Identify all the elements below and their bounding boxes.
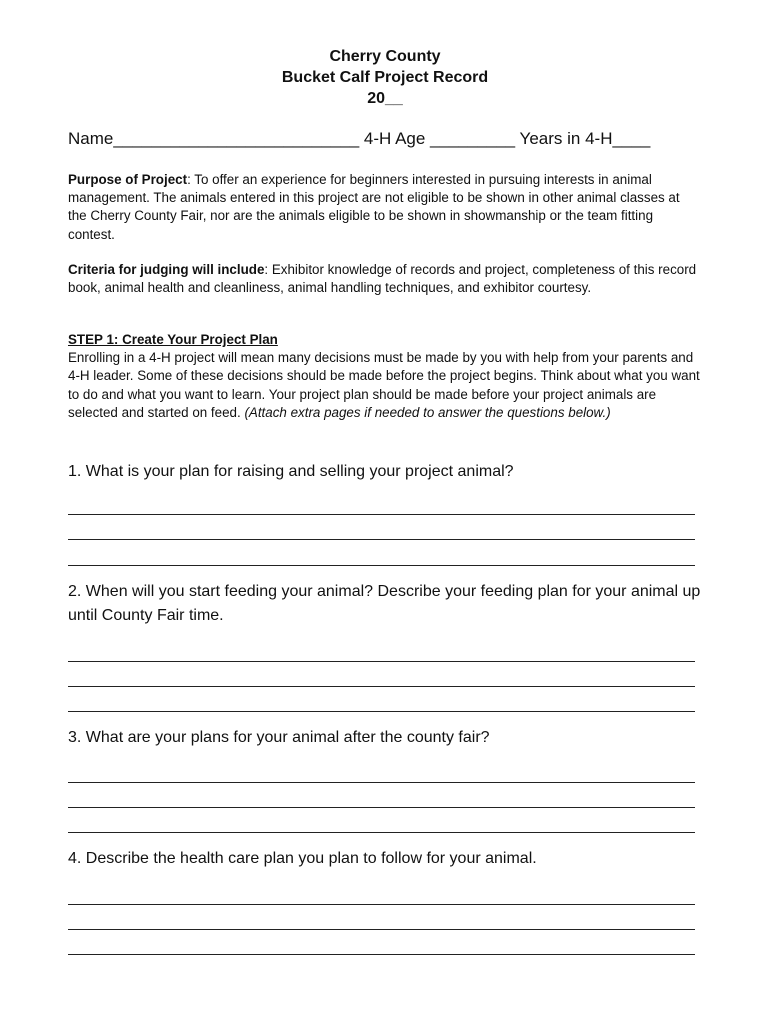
criteria-paragraph [68,261,700,297]
answer-line[interactable] [68,565,695,566]
step1-note: (Attach extra pages if needed to answer the questions below.) [244,404,611,420]
county-title: Cherry County [329,48,441,65]
criteria-text: : Exhibitor knowledge of records and project, completeness of this record book, animal health and cleanliness, animal handling techniques, and exhibitor courtesy. [68,262,697,296]
record-title: Bucket Calf Project Record [281,69,489,86]
answer-line[interactable] [68,514,695,515]
purpose-paragraph [68,171,700,244]
question-4: 4. Describe the health care plan you plan to follow for your animal. [68,850,537,867]
answer-line[interactable] [68,929,695,930]
answer-line[interactable] [68,954,695,955]
step1-heading: STEP 1: Create Your Project Plan [68,332,278,347]
answer-line[interactable] [68,807,695,808]
answer-line[interactable] [68,782,695,783]
question-3: 3. What are your plans for your animal after the county fair? [68,729,490,746]
question-2: 2. When will you start feeding your animal? Describe your feeding plan for your animal up until County Fair time. [68,583,701,624]
question-1: 1. What is your plan for raising and selling your project animal? [68,463,514,480]
answer-line[interactable] [68,832,695,833]
purpose-text: : To offer an experience for beginners interested in pursuing interests in animal management. The animals entered in this project are not eligible to be shown in other animal classes at the Cherry County Fair, nor are the animals eligible to be shown in showmanship or the team fitting contest. [68,172,680,242]
answer-line[interactable] [68,661,695,662]
step1-section [68,331,700,422]
answer-line[interactable] [68,904,695,905]
criteria-label: Criteria for judging will include [68,262,265,277]
answer-line[interactable] [68,539,695,540]
name-age-years-line: Name__________________________ 4-H Age _________ Years in 4-H____ [68,129,651,148]
year-field: 20__ [367,90,403,107]
header-block [0,46,770,109]
answer-line[interactable] [68,711,695,712]
step1-text: Enrolling in a 4-H project will mean many decisions must be made by you with help from your parents and 4-H leader. Some of these decisions should be made before the project begins. Think about what you want to do and what you want to learn. Your project plan should be made before your project animals are selected and started on feed. [68,350,700,420]
purpose-label: Purpose of Project [68,172,188,187]
answer-line[interactable] [68,686,695,687]
